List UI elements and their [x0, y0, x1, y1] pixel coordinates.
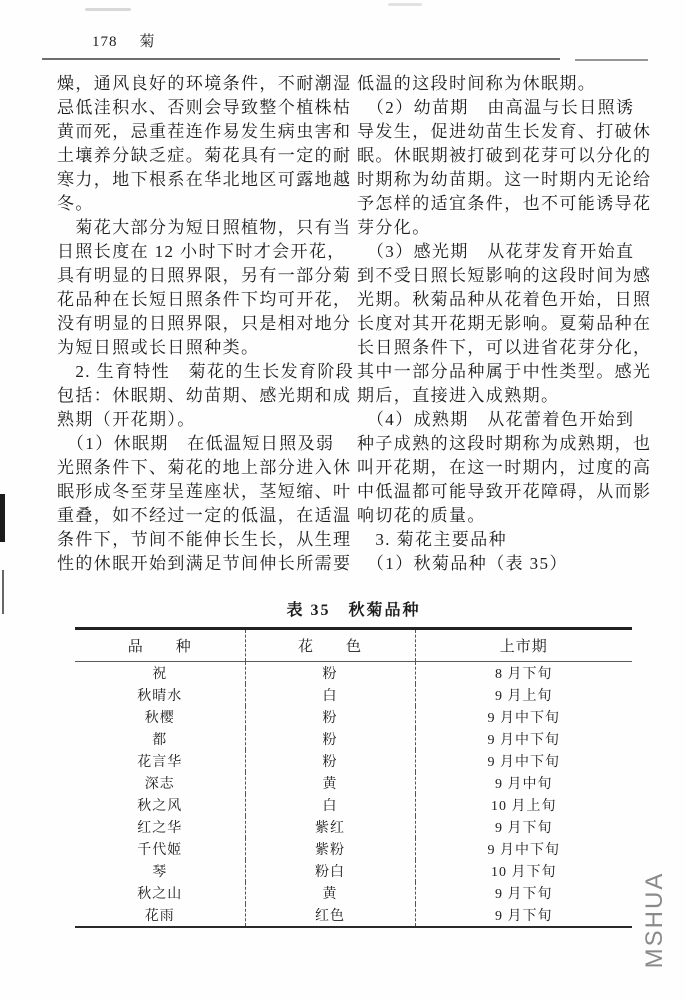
table-cell-market-period: 10 月上旬 — [491, 799, 557, 814]
text-line: 响切花的质量。 — [357, 506, 486, 525]
table-cell-market-period: 9 月中下旬 — [487, 733, 560, 748]
table-cell-flower-color: 粉 — [245, 706, 415, 728]
column-header-market-period: 上市期 — [415, 629, 632, 662]
text-line: 3. 菊花主要品种 — [357, 530, 507, 549]
table-cell-market-period: 9 月中旬 — [495, 777, 553, 792]
page-number: 178 — [92, 34, 118, 50]
table-cell-flower-color: 黄 — [245, 772, 415, 794]
table-cell-variety: 秋之风 — [75, 794, 245, 816]
text-line: 条件下，节间不能伸长生长，从生理 — [57, 530, 352, 549]
text-line: 2. 生育特性 菊花的生长发育阶段 — [57, 362, 355, 381]
scan-smudge — [388, 3, 422, 6]
text-line: 长度对其开花期无影响。夏菊品种在 — [357, 314, 652, 333]
text-line: 低温的这段时间称为休眠期。 — [357, 74, 597, 93]
table-cell-flower-color: 粉 — [245, 728, 415, 750]
table-cell-flower-color: 粉 — [245, 750, 415, 772]
text-line: 冬。 — [57, 194, 94, 213]
text-line: 为短日照或长日照种类。 — [57, 338, 260, 357]
table-body — [75, 662, 632, 928]
text-line: 到不受日照长短影响的这段时间为感 — [357, 266, 652, 285]
table-cell-variety: 秋之山 — [75, 882, 245, 904]
table-cell-variety: 秋樱 — [75, 706, 245, 728]
varieties-table-wrap — [75, 627, 632, 928]
table-caption: 表 35 秋菊品种 — [286, 602, 421, 619]
table-cell-variety: 千代姬 — [75, 838, 245, 860]
table-cell-flower-color: 紫红 — [245, 816, 415, 838]
text-line: （4）成熟期 从花蕾着色开始到 — [357, 410, 635, 429]
text-line: （1）休眠期 在低温短日照及弱 — [57, 434, 335, 453]
scan-smudge — [85, 8, 131, 11]
varieties-table — [75, 627, 632, 928]
table-cell-variety: 花雨 — [75, 904, 245, 927]
text-line: 熟期（开花期）。 — [57, 410, 196, 429]
scan-edge-artifact — [0, 494, 5, 542]
table-cell-variety: 花言华 — [75, 750, 245, 772]
table-row — [75, 816, 632, 838]
table-row — [75, 860, 632, 882]
text-line: 菊花大部分为短日照植物，只有当 — [57, 218, 352, 237]
table-cell-flower-color: 粉 — [245, 662, 415, 685]
table-cell-flower-color: 红色 — [245, 904, 415, 927]
column-header-variety: 品 种 — [75, 629, 245, 662]
table-row — [75, 882, 632, 904]
text-line: （3）感光期 从花芽发育开始直 — [357, 242, 635, 261]
book-title: 菊 — [139, 34, 156, 50]
table-cell-market-period: 9 月中下旬 — [487, 711, 560, 726]
header-rule-tail — [575, 59, 648, 61]
table-header-row — [75, 629, 632, 662]
text-line: 忌低洼积水、否则会导致整个植株枯 — [57, 98, 352, 117]
table-row — [75, 838, 632, 860]
text-line: （2）幼苗期 由高温与长日照诱 — [357, 98, 635, 117]
table-cell-market-period: 9 月下旬 — [495, 821, 553, 836]
table-cell-market-period: 10 月下旬 — [491, 865, 557, 880]
text-line: 花品种在长短日照条件下均可开花， — [57, 290, 352, 309]
table-cell-flower-color: 黄 — [245, 882, 415, 904]
table-cell-market-period: 9 月中下旬 — [487, 843, 560, 858]
text-line: 重叠，如不经过一定的低温，在适温 — [57, 506, 352, 525]
text-line: 性的休眠开始到满足节间伸长所需要 — [57, 554, 352, 573]
table-cell-market-period: 9 月下旬 — [495, 909, 553, 924]
table-row — [75, 684, 632, 706]
table-cell-variety: 都 — [75, 728, 245, 750]
column-header-flower-color: 花 色 — [245, 629, 415, 662]
table-cell-market-period: 9 月下旬 — [495, 887, 553, 902]
scan-edge-artifact — [2, 570, 4, 614]
table-cell-flower-color: 紫粉 — [245, 838, 415, 860]
table-row — [75, 750, 632, 772]
text-line: 日照长度在 12 小时下时才会开花， — [57, 242, 346, 261]
text-line: 予怎样的适宜条件，也不可能诱导花 — [357, 194, 652, 213]
table-cell-variety: 秋晴水 — [75, 684, 245, 706]
table-row — [75, 728, 632, 750]
table-cell-flower-color: 白 — [245, 684, 415, 706]
text-line: 长日照条件下，可以进省花芽分化， — [357, 338, 652, 357]
table-row — [75, 662, 632, 685]
table-cell-variety: 红之华 — [75, 816, 245, 838]
text-line: 土壤养分缺乏症。菊花具有一定的耐 — [57, 146, 352, 165]
text-line: 眠形成冬至芽呈莲座状，茎短缩、叶 — [57, 482, 352, 501]
text-line: 叫开花期，在这一时期内，过度的高 — [357, 458, 652, 477]
table-cell-market-period: 8 月下旬 — [495, 667, 553, 682]
text-line: 光照条件下、菊花的地上部分进入休 — [57, 458, 352, 477]
text-line: 没有明显的日照界限，只是相对地分 — [57, 314, 352, 333]
right-text-column — [357, 72, 657, 576]
text-line: 光期。秋菊品种从花着色开始，日照 — [357, 290, 652, 309]
text-line: 寒力，地下根系在华北地区可露地越 — [57, 170, 352, 189]
text-line: 时期称为幼苗期。这一时期内无论给 — [357, 170, 652, 189]
table-cell-flower-color: 白 — [245, 794, 415, 816]
table-cell-variety: 祝 — [75, 662, 245, 685]
text-line: 黄而死，忌重茬连作易发生病虫害和 — [57, 122, 352, 141]
table-cell-market-period: 9 月上旬 — [495, 689, 553, 704]
table-cell-variety: 琴 — [75, 860, 245, 882]
table-row — [75, 706, 632, 728]
text-line: 种子成熟的这段时期称为成熟期，也 — [357, 434, 652, 453]
page-header — [92, 30, 156, 51]
table-row — [75, 772, 632, 794]
table-cell-market-period: 9 月中下旬 — [487, 755, 560, 770]
text-line: 期后，直接进入成熟期。 — [357, 386, 560, 405]
text-line: 其中一部分品种属于中性类型。感光 — [357, 362, 652, 381]
text-line: （1）秋菊品种（表 35） — [357, 554, 568, 573]
watermark: MSHUA — [641, 871, 668, 969]
text-line: 芽分化。 — [357, 218, 431, 237]
text-line: 包括：休眠期、幼苗期、感光期和成 — [57, 386, 352, 405]
table-cell-variety: 深志 — [75, 772, 245, 794]
table-row — [75, 904, 632, 927]
text-line: 具有明显的日照界限，另有一部分菊 — [57, 266, 352, 285]
table-cell-flower-color: 粉白 — [245, 860, 415, 882]
text-line: 眠。休眠期被打破到花芽可以分化的 — [357, 146, 652, 165]
table-row — [75, 794, 632, 816]
left-text-column — [57, 72, 363, 576]
text-line: 导发生，促进幼苗生长发育、打破休 — [357, 122, 652, 141]
text-line: 燥，通风良好的环境条件，不耐潮湿 — [57, 74, 352, 93]
text-line: 中低温都可能导致开花障碍，从而影 — [357, 482, 652, 501]
header-rule — [42, 58, 560, 60]
